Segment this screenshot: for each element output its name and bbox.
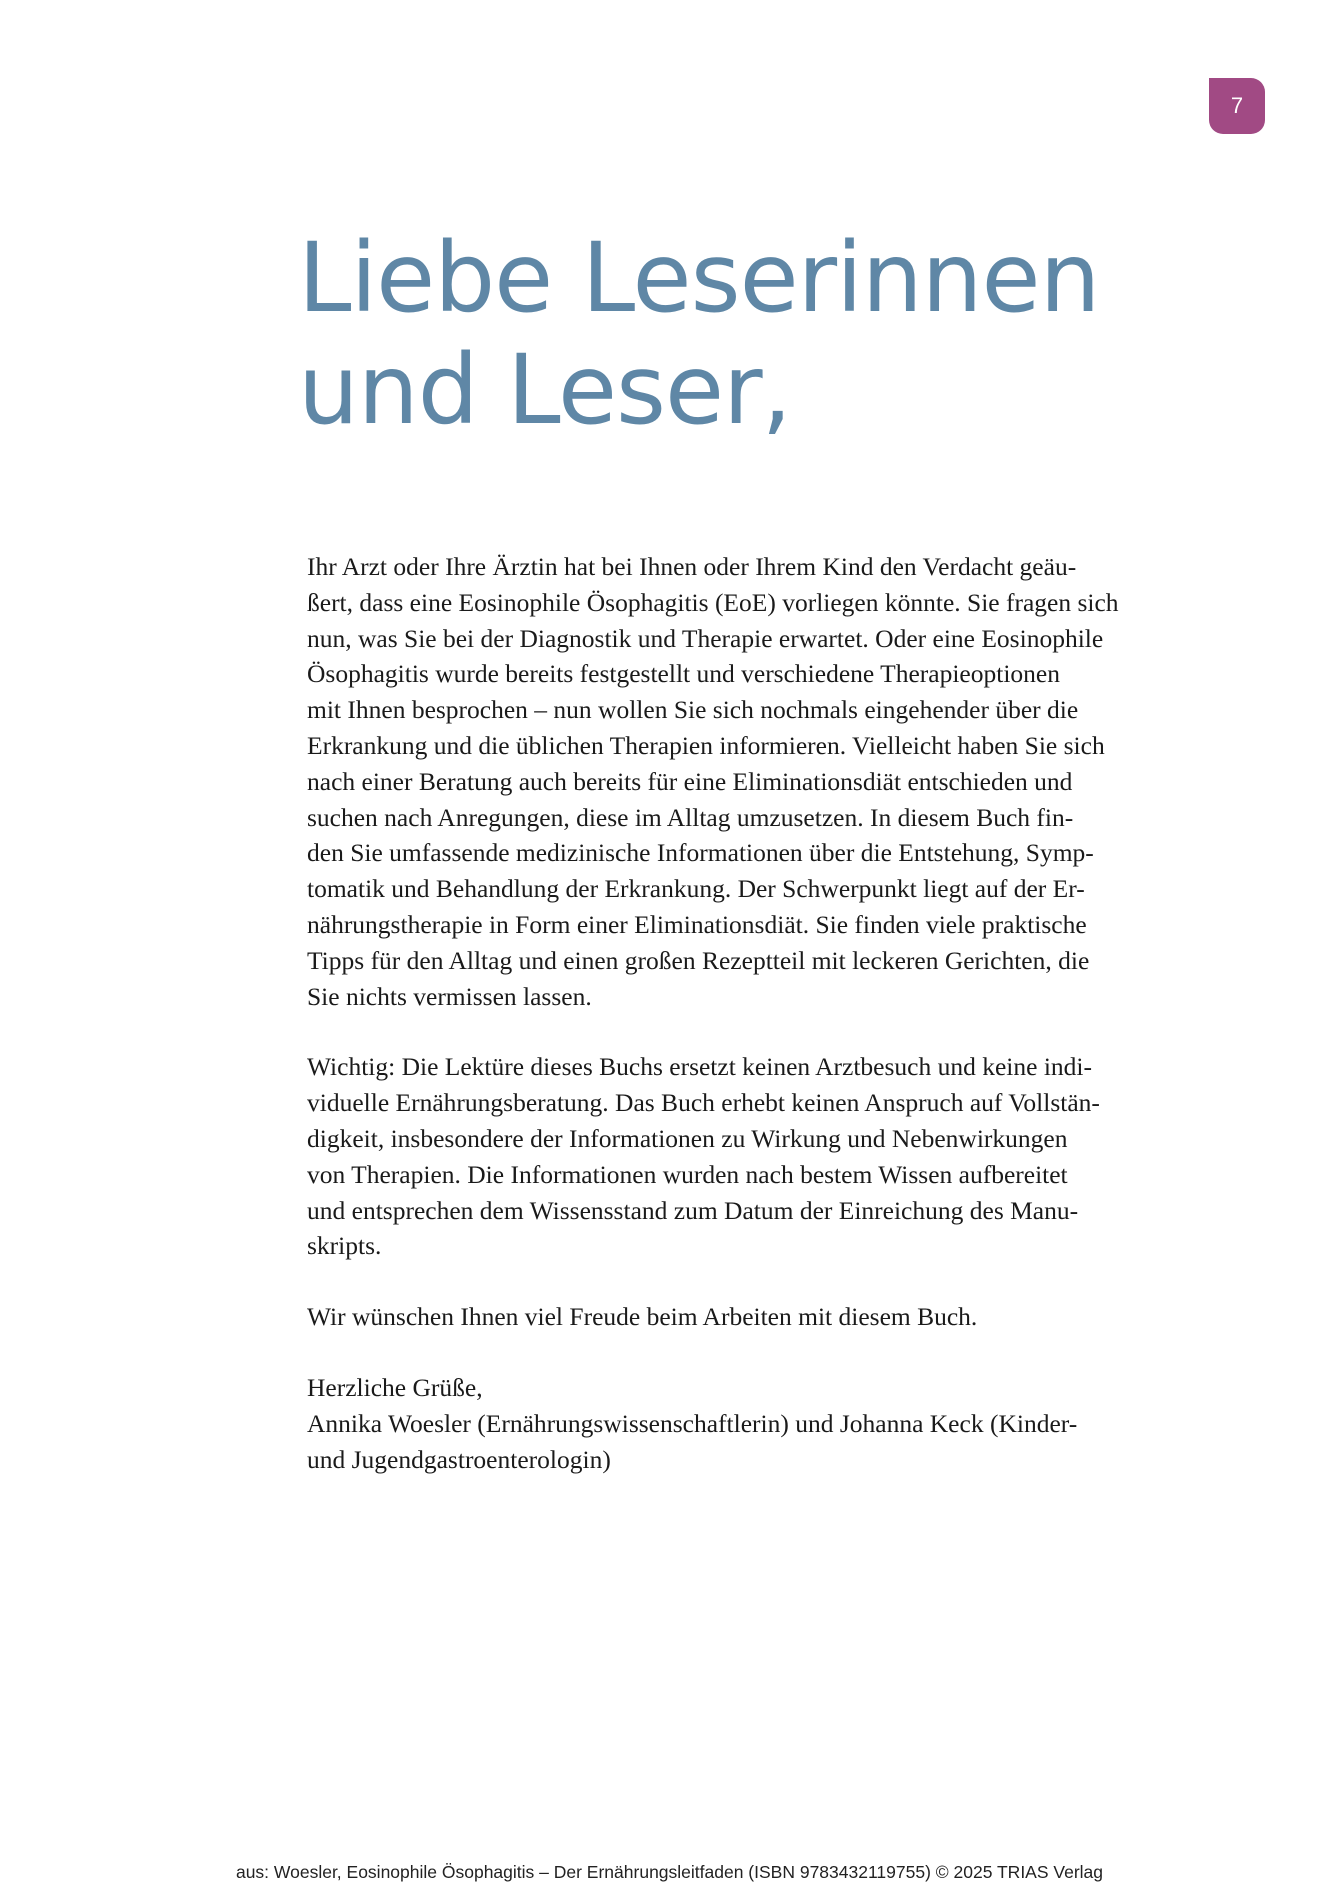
text-line: tomatik und Behandlung der Erkrankung. Der Schwerpunkt liegt auf der Er- (307, 874, 1085, 904)
paragraph-disclaimer (307, 1049, 1187, 1264)
paragraph-intro (307, 549, 1187, 1014)
paragraph-wishes (307, 1299, 1187, 1335)
paragraph-signature (307, 1370, 1187, 1477)
text-line: viduelle Ernährungsberatung. Das Buch erhebt keinen Anspruch auf Vollstän- (307, 1088, 1100, 1118)
page-title-line-2: und Leser, (298, 334, 792, 446)
text-line: nach einer Beratung auch bereits für eine Eliminationsdiät entschieden und (307, 766, 1073, 796)
text-line: Wir wünschen Ihnen viel Freude beim Arbeiten mit diesem Buch. (307, 1302, 978, 1332)
text-line: den Sie umfassende medizinische Informationen über die Entstehung, Symp- (307, 838, 1094, 868)
text-line: und entsprechen dem Wissensstand zum Datum der Einreichung des Manu- (307, 1195, 1079, 1225)
text-line: nährungstherapie in Form einer Eliminationsdiät. Sie finden viele praktische (307, 909, 1087, 939)
text-line: Annika Woesler (Ernährungswissenschaftlerin) und Johanna Keck (Kinder- (307, 1408, 1078, 1438)
text-line: Tipps für den Alltag und einen großen Rezeptteil mit leckeren Gerichten, die (307, 945, 1090, 975)
text-line: Herzliche Grüße, (307, 1372, 483, 1402)
text-line: digkeit, insbesondere der Informationen zu Wirkung und Nebenwirkungen (307, 1123, 1068, 1153)
page-footer-citation: aus: Woesler, Eosinophile Ösophagitis – Der Ernährungsleitfaden (ISBN 9783432119755) © 2025 TRIAS Verlag (235, 1862, 1104, 1882)
page-number-badge: 7 (1209, 78, 1265, 134)
text-line: ßert, dass eine Eosinophile Ösophagitis (EoE) vorliegen könnte. Sie fragen sich (307, 587, 1119, 617)
text-line: skripts. (307, 1231, 382, 1261)
body-text (307, 549, 1187, 1477)
text-line: Sie nichts vermissen lassen. (307, 981, 592, 1011)
text-line: mit Ihnen besprochen – nun wollen Sie sich nochmals eingehender über die (307, 695, 1079, 725)
text-line: nun, was Sie bei der Diagnostik und Therapie erwartet. Oder eine Eosinophile (307, 623, 1104, 653)
text-line: suchen nach Anregungen, diese im Alltag umzusetzen. In diesem Buch fin- (307, 802, 1074, 832)
text-line: Ihr Arzt oder Ihre Ärztin hat bei Ihnen oder Ihrem Kind den Verdacht geäu- (307, 552, 1077, 581)
page-title-line-1: Liebe Leserinnen (298, 222, 1100, 334)
text-line: Wichtig: Die Lektüre dieses Buchs ersetzt keinen Arztbesuch und keine indi- (307, 1052, 1092, 1082)
text-line: Erkrankung und die üblichen Therapien informieren. Vielleicht haben Sie sich (307, 730, 1105, 760)
page-title (298, 222, 1198, 446)
text-line: und Jugendgastroenterologin) (307, 1444, 611, 1474)
text-line: von Therapien. Die Informationen wurden nach bestem Wissen aufbereitet (307, 1159, 1068, 1189)
text-line: Ösophagitis wurde bereits festgestellt und verschiedene Therapieoptionen (307, 659, 1060, 689)
